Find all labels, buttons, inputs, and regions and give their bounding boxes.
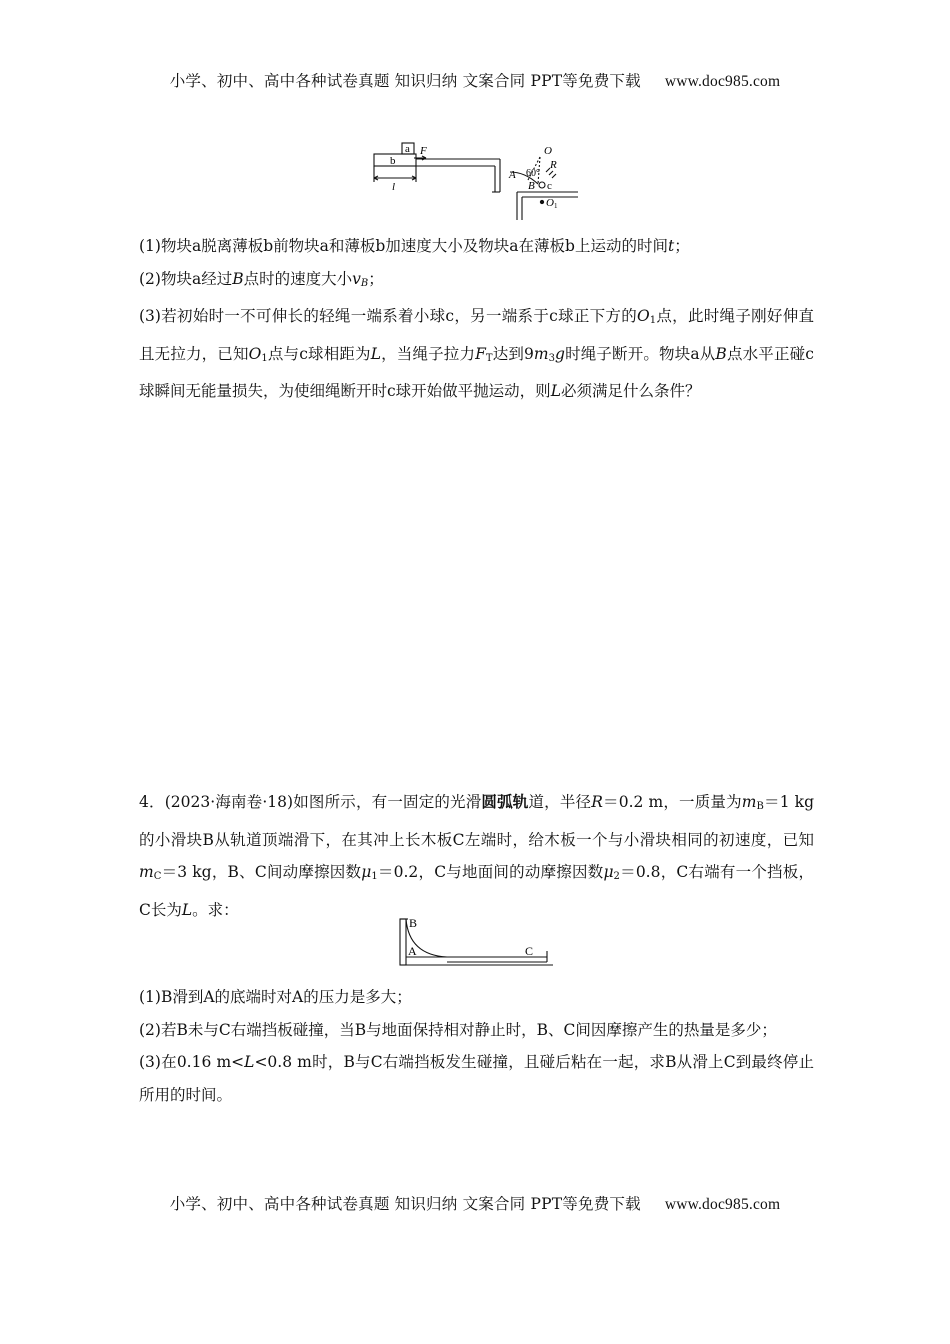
header-url: www.doc985.com xyxy=(664,73,781,90)
label-c: c xyxy=(547,180,552,192)
header-text: 小学、初中、高中各种试卷真题 知识归纳 文案合同 PPT等免费下载 xyxy=(169,72,641,90)
label-A: A xyxy=(408,944,417,958)
label-l: l xyxy=(392,181,396,193)
q3-part1: (1)物块a脱离薄板b前物块a和薄板b加速度大小及物块a在薄板b上运动的时间t； xyxy=(139,237,690,255)
page-header xyxy=(0,69,950,91)
label-angle: 60° xyxy=(526,168,540,179)
label-b: b xyxy=(390,155,396,167)
question-4-intro xyxy=(139,786,814,926)
label-B: B xyxy=(528,180,535,192)
question-3-parts xyxy=(139,230,814,408)
label-O1: O1 xyxy=(546,197,558,210)
label-R: R xyxy=(550,159,557,171)
q3-part3: (3)若初始时一不可伸长的轻绳一端系着小球c，另一端系于c球正下方的$O_1$点，此时绳子刚好伸直且无拉力，已知$O_1$点与c球相距为L，当绳子拉力$F_T$达到$9m_3g$时绳子断开。物块a从B点水平正碰c球瞬间无能量损失，为使细绳断开时c球开始做平抛运动，则L必须满足什么条件？ xyxy=(139,307,814,401)
footer-url: www.doc985.com xyxy=(664,1196,781,1213)
q4-intro: 4．(2023·海南卷·18)如图所示，有一固定的光滑圆弧轨道，半径R＝0.2 m，一质量为$m_B=1$ kg的小滑块B从轨道顶端滑下，在其冲上长木板C左端时，给木板一个与小滑块相同的初速度，已知$m_C=3$ kg，B、C间动摩擦因数$\mu_1=0.2$，C与地面间的动摩擦因数$\mu_2=0.8$，C右端有一个挡板，C长为L。求： xyxy=(139,792,814,919)
label-A: A xyxy=(509,169,516,181)
label-C: C xyxy=(525,944,534,958)
label-F: F xyxy=(420,145,427,157)
label-O: O xyxy=(544,145,552,157)
figure-board-track xyxy=(370,140,585,225)
page-footer xyxy=(0,1192,950,1214)
question-4-parts xyxy=(139,981,814,1111)
ball-c xyxy=(539,182,545,188)
q4-part1: (1)B滑到A的底端时对A的压力是多大； xyxy=(139,988,412,1006)
label-B: B xyxy=(409,916,418,930)
arc-block-A xyxy=(400,919,406,965)
label-a: a xyxy=(405,143,410,155)
figure-arc-board xyxy=(395,913,560,971)
q4-part2: (2)若B未与C右端挡板碰撞，当B与地面保持相对静止时，B、C间因摩擦产生的热量是多少； xyxy=(139,1020,777,1039)
q3-part2: (2)物块a经过B点时的速度大小$v_B$； xyxy=(139,269,384,289)
q4-part3: (3)在0.16 m<L<0.8 m时，B与C右端挡板发生碰撞，且碰后粘在一起，求B从滑上C到最终停止所用的时间。 xyxy=(139,1053,814,1104)
footer-text: 小学、初中、高中各种试卷真题 知识归纳 文案合同 PPT等免费下载 xyxy=(169,1195,641,1213)
